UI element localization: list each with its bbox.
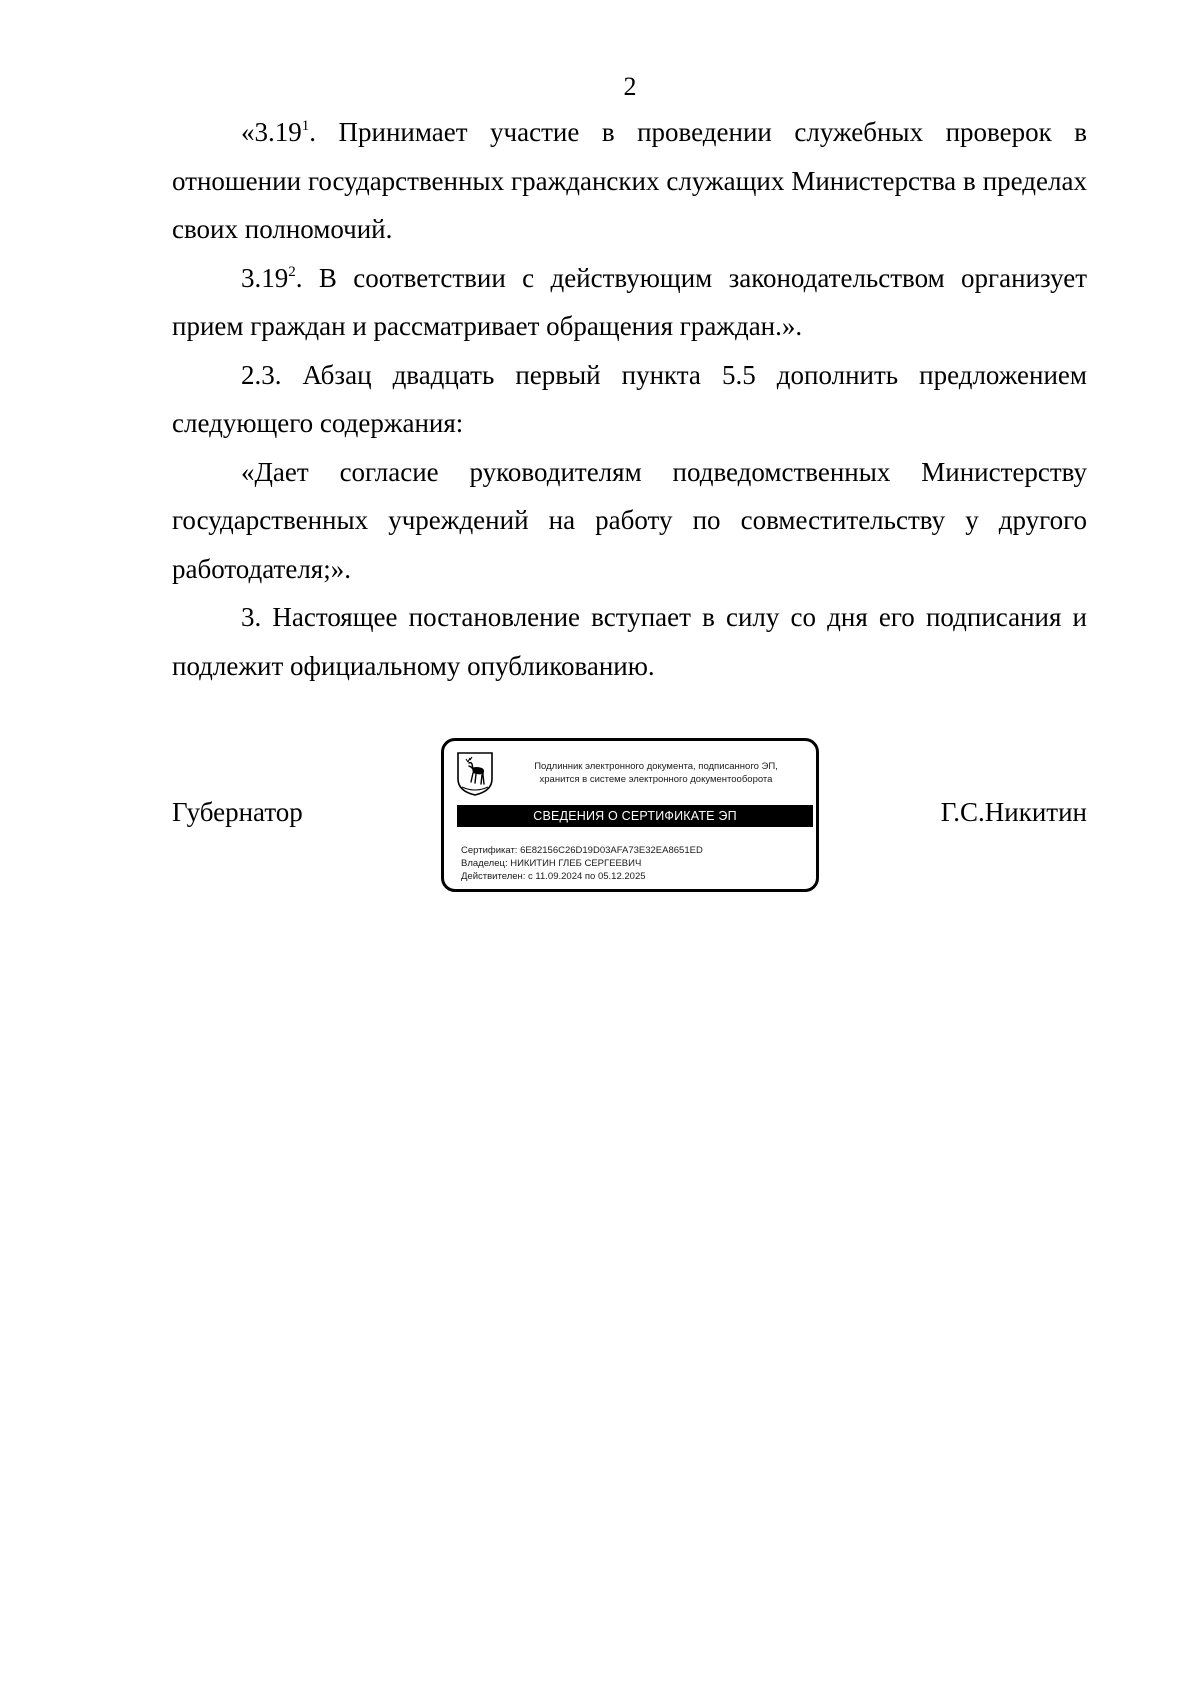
clause-superscript: 2 bbox=[288, 263, 296, 280]
document-body bbox=[172, 108, 1087, 690]
signer-position: Губернатор bbox=[172, 797, 303, 827]
signature-block bbox=[0, 700, 1200, 920]
page-number: 2 bbox=[623, 72, 637, 101]
stamp-header-line: хранится в системе электронного документооборота bbox=[539, 774, 773, 785]
paragraph-3-19-1 bbox=[172, 108, 1087, 254]
stamp-details bbox=[461, 844, 703, 883]
paragraph-3: 3. Настоящее постановление вступает в силу со дня его подписания и подлежит официальному опубликованию. bbox=[172, 602, 1087, 681]
stamp-header bbox=[506, 760, 806, 786]
paragraph-3-19-2 bbox=[172, 254, 1087, 351]
coat-of-arms-icon bbox=[456, 751, 494, 797]
clause-text: . В соответствии с действующим законодательством организует прием граждан и рассматривает обращения граждан.». bbox=[172, 262, 1087, 341]
electronic-signature-stamp bbox=[441, 738, 819, 892]
paragraph-quote: «Дает согласие руководителям подведомственных Министерству государственных учреждений на работу по совместительству у другого работодателя;». bbox=[172, 456, 1087, 584]
clause-text: . Принимает участие в проведении служебных проверок в отношении государственных гражданских служащих Министерства в пределах своих полномочий. bbox=[172, 117, 1087, 244]
paragraph-2-3: 2.3. Абзац двадцать первый пункта 5.5 дополнить предложением следующего содержания: bbox=[172, 359, 1087, 438]
signer-name: Г.С.Никитин bbox=[940, 797, 1087, 827]
clause-number: 3.19 bbox=[241, 262, 289, 293]
certificate-validity: Действителен: с 11.09.2024 по 05.12.2025 bbox=[461, 871, 646, 882]
certificate-number: Сертификат: 6E82156C26D19D03AFA73E32EA8651ED bbox=[461, 845, 703, 856]
clause-number: «3.19 bbox=[241, 117, 302, 147]
stamp-title-bar: СВЕДЕНИЯ О СЕРТИФИКАТЕ ЭП bbox=[457, 805, 813, 827]
certificate-owner: Владелец: НИКИТИН ГЛЕБ СЕРГЕЕВИЧ bbox=[461, 858, 642, 869]
clause-superscript: 1 bbox=[301, 118, 310, 134]
stamp-header-line: Подлинник электронного документа, подписанного ЭП, bbox=[534, 761, 778, 772]
